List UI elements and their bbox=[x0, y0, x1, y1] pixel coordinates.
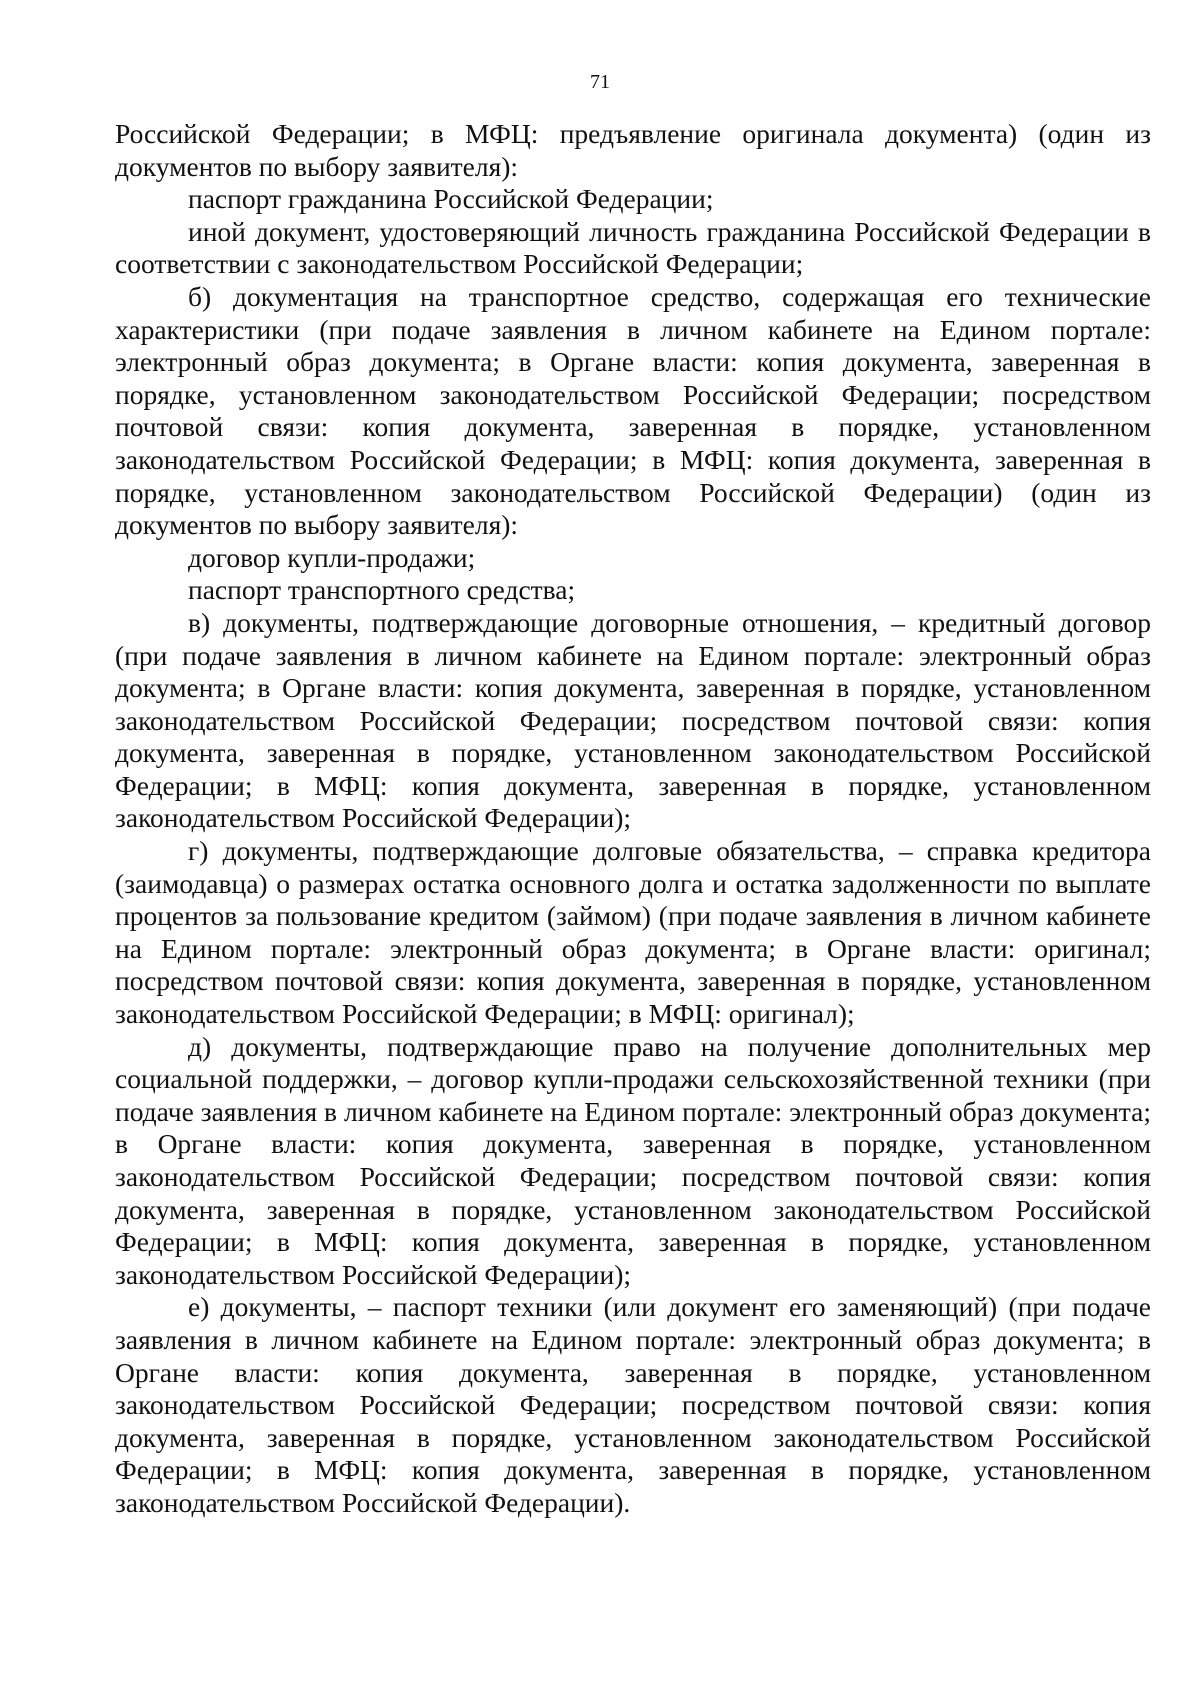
document-body bbox=[115, 118, 1151, 1520]
paragraph-item-v: в) документы, подтверждающие договорные отношения, – кредитный договор (при подаче заявления в личном кабинете на Едином портале: электронный образ документа; в Органе власти: копия документа, заверенная в порядке, установленном законодательством Российской Федерации; посредством почтовой связи: копия документа, заверенная в порядке, установленном законодательством Российской Федерации; в МФЦ: копия документа, заверенная в порядке, установленном законодательством Российской Федерации); bbox=[115, 606, 1151, 834]
paragraph-intro-continuation: Российской Федерации; в МФЦ: предъявление оригинала документа) (один из документов по выбору заявителя): bbox=[115, 118, 1151, 182]
paragraph-item-e: е) документы, – паспорт техники (или документ его заменяющий) (при подаче заявления в личном кабинете на Едином портале: электронный образ документа; в Органе власти: копия документа, заверенная в порядке, установленном законодательством Российской Федерации; посредством почтовой связи: копия документа, заверенная в порядке, установленном законодательством Российской Федерации; в МФЦ: копия документа, заверенная в порядке, установленном законодательством Российской Федерации). bbox=[115, 1291, 1151, 1518]
paragraph-other-identity-document: иной документ, удостоверяющий личность гражданина Российской Федерации в соответствии с законодательством Российской Федерации; bbox=[115, 215, 1151, 280]
paragraph-item-b: б) документация на транспортное средство, содержащая его технические характеристики (при подаче заявления в личном кабинете на Едином портале: электронный образ документа; в Органе власти: копия документа, заверенная в порядке, установленном законодательством Российской Федерации; посредством почтовой связи: копия документа, заверенная в порядке, установленном законодательством Российской Федерации; в МФЦ: копия документа, заверенная в порядке, установленном законодательством Российской Федерации) (один из документов по выбору заявителя): bbox=[115, 280, 1151, 541]
page-number: 71 bbox=[590, 71, 610, 93]
paragraph-vehicle-passport: паспорт транспортного средства; bbox=[188, 574, 576, 606]
paragraph-item-g: г) документы, подтверждающие долговые обязательства, – справка кредитора (заимодавца) о размерах остатка основного долга и остатка задолженности по выплате процентов за пользование кредитом (займом) (при подаче заявления в личном кабинете на Едином портале: электронный образ документа; в Органе власти: оригинал; посредством почтовой связи: копия документа, заверенная в порядке, установленном законодательством Российской Федерации; в МФЦ: оригинал); bbox=[115, 835, 1151, 1030]
paragraph-item-d: д) документы, подтверждающие право на получение дополнительных мер социальной поддержки, – договор купли-продажи сельскохозяйственной техники (при подаче заявления в личном кабинете на Едином портале: электронный образ документа; в Органе власти: копия документа, заверенная в порядке, установленном законодательством Российской Федерации; посредством почтовой связи: копия документа, заверенная в порядке, установленном законодательством Российской Федерации; в МФЦ: копия документа, заверенная в порядке, установленном законодательством Российской Федерации); bbox=[115, 1030, 1151, 1290]
paragraph-sales-contract: договор купли-продажи; bbox=[188, 541, 476, 573]
paragraph-passport: паспорт гражданина Российской Федерации; bbox=[188, 183, 714, 215]
